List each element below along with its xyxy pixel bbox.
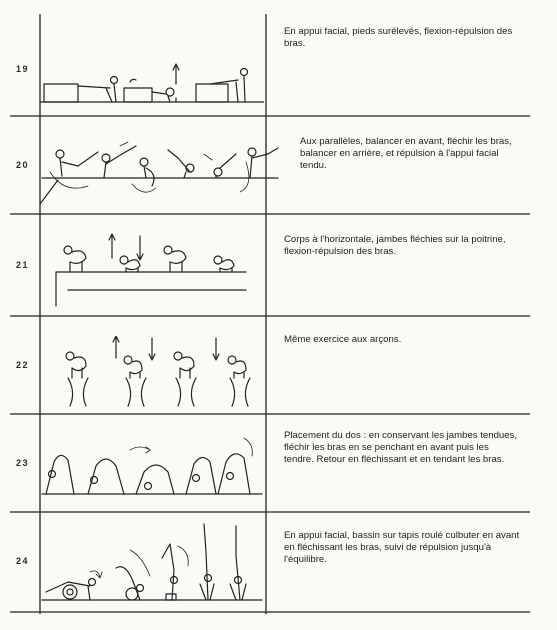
push-up-on-box-illustration xyxy=(40,58,264,110)
exercise-description: En appui facial, bassin sur tapis roulé culbuter en avant en fléchissant les bras, suivi de répulsion jusqu'à l'équilibre. xyxy=(284,530,520,565)
exercise-number: 21 xyxy=(16,260,30,270)
exercise-description: Aux parallèles, balancer en avant, fléchir les bras, balancer en arrière, et répulsion à l'appui facial tendu. xyxy=(300,136,512,171)
exercise-row-21 xyxy=(0,214,557,316)
roll-to-handstand-illustration xyxy=(40,522,264,606)
exercise-number: 23 xyxy=(16,458,30,468)
exercise-row-23 xyxy=(0,414,557,512)
exercise-description: Placement du dos : en conservant les jambes tendues, fléchir les bras en se penchant en avant puis les tendre. Retour en fléchissant et en tendant les bras. xyxy=(284,430,518,465)
exercise-row-19 xyxy=(0,14,557,116)
exercise-number: 20 xyxy=(16,160,30,170)
tuck-press-illustration xyxy=(40,232,264,312)
exercise-row-20 xyxy=(0,116,557,214)
exercise-number: 22 xyxy=(16,360,30,370)
exercise-number: 19 xyxy=(16,64,30,74)
exercise-description: Même exercice aux arçons. xyxy=(284,334,402,345)
exercise-row-22 xyxy=(0,316,557,414)
back-arch-illustration xyxy=(40,432,264,502)
parallel-bars-swing-illustration xyxy=(40,132,280,204)
pommel-tuck-illustration xyxy=(40,336,264,412)
exercise-description: En appui facial, pieds surélevés, flexion-répulsion des bras. xyxy=(284,26,513,49)
exercise-number: 24 xyxy=(16,556,30,566)
exercise-row-24 xyxy=(0,512,557,612)
exercise-description: Corps à l'horizontale, jambes fléchies sur la poitrine, flexion-répulsion des bras. xyxy=(284,234,506,257)
